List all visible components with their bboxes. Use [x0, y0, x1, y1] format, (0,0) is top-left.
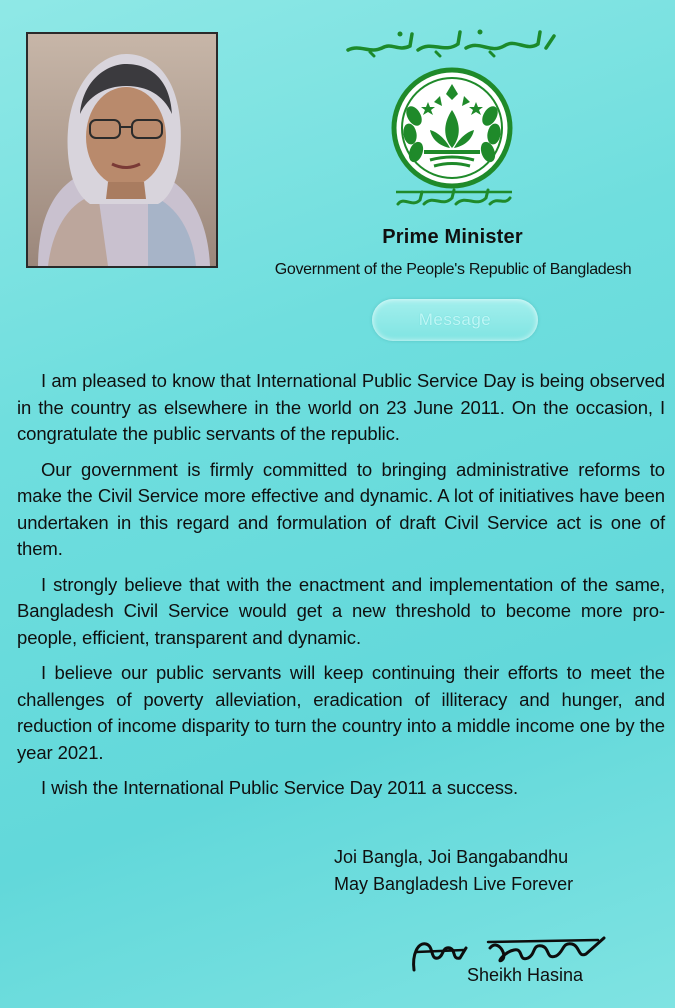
message-label: Message: [372, 299, 538, 341]
bangladesh-emblem-icon: [384, 66, 520, 216]
closing-line: May Bangladesh Live Forever: [334, 874, 574, 894]
paragraph: I wish the International Public Service Day 2011 a success.: [41, 777, 519, 798]
paragraph: I strongly believe that with the enactment and implementation of the same, Bangladesh Civil Service would get a new threshold to become more pro-people, efficient, transparent and dynamic.: [17, 573, 665, 648]
closing-block: [334, 844, 654, 898]
signatory-name: Sheikh Hasina: [467, 965, 584, 985]
closing-line: Joi Bangla, Joi Bangabandhu: [334, 847, 569, 867]
page-title: Prime Minister: [382, 226, 523, 248]
paragraph: Our government is firmly committed to bringing administrative reforms to make the Civil Service more effective and dynamic. A lot of initiatives have been undertaken in this regard and formulation of draft Civil Service act is one of them.: [17, 458, 665, 559]
message-body: [17, 368, 665, 811]
page-subtitle: Government of the People's Republic of Bangladesh: [274, 261, 632, 278]
paragraph: I believe our public servants will keep continuing their efforts to meet the challenges of poverty alleviation, eradication of illiteracy and hunger, and reduction of income disparity to turn the country into a middle income one by the year 2021.: [17, 662, 665, 763]
paragraph: I am pleased to know that International Public Service Day is being observed in the country as elsewhere in the world on 23 June 2011. On the occasion, I congratulate the public servants of the republic.: [17, 370, 665, 444]
bismillah-calligraphy: [340, 26, 562, 60]
